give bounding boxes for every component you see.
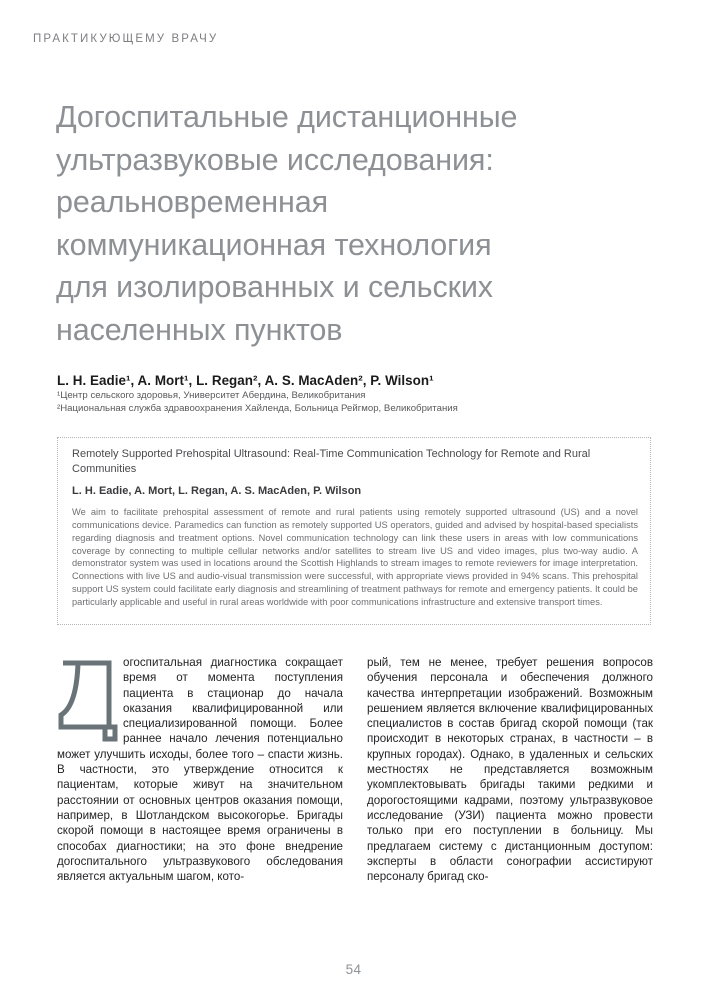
abstract-body: We aim to facilitate prehospital assessment of remote and rural patients using remotely supported ultrasound (US) and a novel communications device. Paramedics can function as remotely supported US operators, guided and advised by hospital-based specialists regarding diagnosis and treatment options. Novel communication technology can link these users in areas with low communications coverage by connecting to multiple cellular networks and/or satellites to stream live US and video images, plus two-way audio. A demonstrator system was used in locations around the Scottish Highlands to stream images to remote reviewers for image interpretation. Connections with live US and audio-visual transmission were successful, with appropriate views provided in 94% scans. This prehospital support US system could facilitate early diagnosis and streamlining of treatment pathways for remote and emergency patients. It could be particularly applicable and useful in rural areas worldwide with poor communications infrastructure and extensive transport times. xyxy=(72,507,638,607)
page-title xyxy=(56,96,686,351)
author-list: L. H. Eadie¹, A. Mort¹, L. Regan², A. S. MacAden², P. Wilson¹ xyxy=(57,373,434,388)
affiliation: ²Национальная служба здравоохранения Хайленда, Больница Рейгмор, Великобритания xyxy=(57,403,458,415)
drop-cap-letter-de-icon xyxy=(57,657,119,743)
author-block xyxy=(57,372,687,416)
title-line: коммуникационная технология xyxy=(56,227,492,262)
body-paragraph: рый, тем не менее, требует решения вопросов обучения персонала и обеспечения должного качества интерпретации изображений. Возможным решением является включение квалифицированных специалистов в состав бригад скорой помощи (так происходит в некоторых странах, в частности – в крупных городах). Однако, в удаленных и сельских местностях не представляется возможным укомплектовывать бригады такими редкими и дорогостоящими кадрами, поэтому ультразвуковое исследование (УЗИ) пациента можно провести только при его поступлении в больницу. Мы предлагаем систему с дистанционным доступом: эксперты в области сонографии ассистируют персоналу бригад ско- xyxy=(367,656,653,884)
title-line: населенных пунктов xyxy=(56,312,343,347)
abstract-authors: L. H. Eadie, A. Mort, L. Regan, A. S. MacAden, P. Wilson xyxy=(72,485,362,497)
title-line: реальновременная xyxy=(56,185,329,219)
abstract-box xyxy=(57,437,651,625)
running-head: ПРАКТИКУЮЩЕМУ ВРАЧУ xyxy=(33,33,219,45)
body-column-right xyxy=(367,655,653,947)
affiliation: ¹Центр сельского здоровья, Университет Абердина, Великобритания xyxy=(57,390,366,401)
title-line: ультразвуковые исследования: xyxy=(56,142,494,177)
body-columns xyxy=(57,655,653,947)
title-line: Догоспитальные дистанционные xyxy=(56,100,518,134)
drop-cap xyxy=(57,657,119,743)
page-number: 54 xyxy=(345,962,362,977)
abstract-title: Remotely Supported Prehospital Ultrasound: Real-Time Communication Technology for Remote and Rural Communities xyxy=(72,448,591,475)
body-column-left xyxy=(57,655,343,947)
title-line: для изолированных и сельских xyxy=(56,270,493,304)
body-paragraph: огоспитальная диагностика сокращает время от момента поступления пациента в стационар до начала оказания квалифицированной или специализированной помощи. Более раннее начало лечения потенциально может улучшить исходы, более того – спасти жизнь. В частности, это утверждение относится к пациентам, которые живут на значительном расстоянии от основных центров оказания помощи, например, в Шотландском высокогорье. Бригады скорой помощи в настоящее время ограничены в способах диагностики; на это фоне внедрение догоспитального ультразвукового обследования является актуальным шагом, кото- xyxy=(57,656,343,884)
